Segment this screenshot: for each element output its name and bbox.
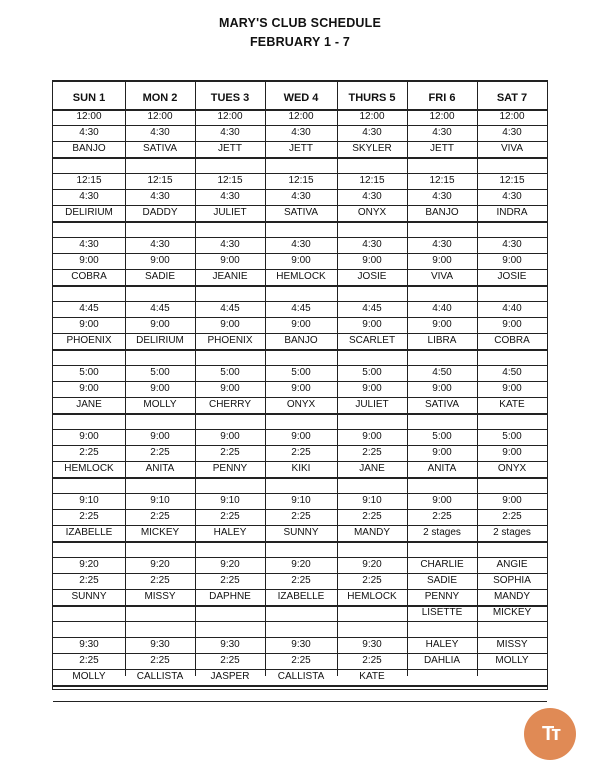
schedule-cell: 12:15 <box>499 175 525 186</box>
schedule-cell: 2 stages <box>423 527 461 538</box>
schedule-cell: 12:00 <box>499 111 525 122</box>
schedule-cell: VIVA <box>500 143 524 154</box>
schedule-cell: HALEY <box>213 527 247 538</box>
schedule-cell: 9:00 <box>79 383 99 394</box>
schedule-cell: 2:25 <box>502 511 522 522</box>
schedule-cell: JANE <box>76 399 102 410</box>
schedule-cell: 9:10 <box>362 495 382 506</box>
watermark-logo-icon: Tт <box>524 708 576 760</box>
schedule-cell: SOPHIA <box>493 575 531 586</box>
schedule-cell: 4:45 <box>150 303 170 314</box>
schedule-cell: ANGIE <box>496 559 528 570</box>
schedule-cell: 9:10 <box>150 495 170 506</box>
schedule-cell: 9:30 <box>150 639 170 650</box>
schedule-cell: 4:45 <box>79 303 99 314</box>
schedule-cell: DADDY <box>142 207 178 218</box>
schedule-cell: 9:00 <box>502 447 522 458</box>
schedule-cell: JULIET <box>355 399 389 410</box>
schedule-cell: 4:30 <box>291 191 311 202</box>
schedule-cell: 4:30 <box>150 127 170 138</box>
schedule-cell: 4:30 <box>79 239 99 250</box>
schedule-cell: SADIE <box>144 271 175 282</box>
schedule-cell: 9:00 <box>362 383 382 394</box>
schedule-cell: MANDY <box>493 591 531 602</box>
schedule-cell: ONYX <box>357 207 387 218</box>
schedule-cell: 2:25 <box>291 511 311 522</box>
schedule-cell: 9:00 <box>291 431 311 442</box>
schedule-cell: 4:30 <box>432 127 452 138</box>
schedule-cell: HEMLOCK <box>64 463 114 474</box>
schedule-cell: 4:30 <box>291 127 311 138</box>
schedule-cell: 4:30 <box>150 191 170 202</box>
schedule-cell: 2:25 <box>362 447 382 458</box>
schedule-cell: MISSY <box>144 591 176 602</box>
schedule-cell: SATIVA <box>424 399 460 410</box>
schedule-cell: 4:30 <box>432 191 452 202</box>
schedule-cell: 9:00 <box>502 319 522 330</box>
schedule-cell: 9:00 <box>220 383 240 394</box>
schedule-cell: VIVA <box>430 271 454 282</box>
grid-line <box>53 477 547 479</box>
schedule-cell: 2:25 <box>150 511 170 522</box>
grid-line <box>53 701 547 702</box>
schedule-cell: 5:00 <box>362 367 382 378</box>
schedule-cell: 2:25 <box>220 655 240 666</box>
schedule-cell: 12:00 <box>429 111 455 122</box>
schedule-cell: PHOENIX <box>66 335 112 346</box>
day-header: TUES 3 <box>210 92 250 104</box>
schedule-cell: KATE <box>499 399 525 410</box>
schedule-cell: 9:00 <box>291 319 311 330</box>
schedule-cell: 9:00 <box>220 319 240 330</box>
schedule-cell: MICKEY <box>492 607 532 618</box>
page-title: MARY'S CLUB SCHEDULE <box>218 16 382 30</box>
schedule-cell: CHARLIE <box>420 559 464 570</box>
schedule-cell: 4:45 <box>362 303 382 314</box>
schedule-cell: 9:00 <box>150 255 170 266</box>
schedule-cell: ONYX <box>286 399 316 410</box>
schedule-cell: 4:30 <box>150 239 170 250</box>
schedule-cell: MOLLY <box>495 655 529 666</box>
schedule-cell: 4:50 <box>502 367 522 378</box>
schedule-cell: 12:15 <box>147 175 173 186</box>
schedule-cell <box>53 605 125 621</box>
schedule-cell <box>337 605 407 621</box>
schedule-cell: MANDY <box>353 527 391 538</box>
schedule-cell: 4:30 <box>291 239 311 250</box>
schedule-cell: 4:30 <box>220 191 240 202</box>
grid-line <box>53 81 547 82</box>
schedule-cell: 9:00 <box>220 431 240 442</box>
schedule-cell <box>477 669 547 685</box>
schedule-cell: 2:25 <box>220 511 240 522</box>
schedule-cell: 9:30 <box>362 639 382 650</box>
schedule-cell: 12:00 <box>217 111 243 122</box>
schedule-table <box>52 80 548 690</box>
schedule-cell: 2 stages <box>493 527 531 538</box>
grid-line <box>53 285 547 287</box>
schedule-cell: BANJO <box>72 143 106 154</box>
schedule-cell: COBRA <box>71 271 107 282</box>
schedule-cell: 4:30 <box>502 127 522 138</box>
schedule-cell: BANJO <box>284 335 318 346</box>
schedule-cell: JASPER <box>210 671 250 682</box>
schedule-cell: 12:15 <box>429 175 455 186</box>
schedule-cell: JOSIE <box>357 271 387 282</box>
schedule-cell: 2:25 <box>220 447 240 458</box>
day-header: MON 2 <box>142 92 178 104</box>
schedule-cell: SATIVA <box>283 207 319 218</box>
schedule-cell: MISSY <box>496 639 528 650</box>
schedule-cell <box>125 605 195 621</box>
schedule-cell: INDRA <box>496 207 528 218</box>
schedule-cell: JETT <box>289 143 313 154</box>
schedule-cell: 2:25 <box>291 575 311 586</box>
schedule-cell: ANITA <box>145 463 175 474</box>
schedule-cell: 9:20 <box>79 559 99 570</box>
schedule-cell: 9:30 <box>220 639 240 650</box>
day-header: WED 4 <box>283 92 319 104</box>
schedule-cell: 2:25 <box>79 655 99 666</box>
schedule-cell: 9:00 <box>502 383 522 394</box>
schedule-cell: 12:00 <box>359 111 385 122</box>
schedule-cell: DAHLIA <box>423 655 461 666</box>
schedule-cell: 9:10 <box>220 495 240 506</box>
schedule-cell: PHOENIX <box>207 335 253 346</box>
schedule-cell: 4:30 <box>362 191 382 202</box>
schedule-cell: 9:00 <box>362 319 382 330</box>
schedule-cell: 12:15 <box>76 175 102 186</box>
schedule-cell: SKYLER <box>352 143 392 154</box>
schedule-cell <box>265 605 337 621</box>
schedule-cell: CALLISTA <box>136 671 184 682</box>
day-header: SAT 7 <box>496 92 528 104</box>
schedule-cell: JEANIE <box>212 271 248 282</box>
schedule-cell: ONYX <box>497 463 527 474</box>
schedule-cell: 4:30 <box>432 239 452 250</box>
schedule-cell: CALLISTA <box>277 671 325 682</box>
schedule-cell: MOLLY <box>143 399 177 410</box>
schedule-cell: 9:00 <box>220 255 240 266</box>
schedule-cell: 4:30 <box>362 239 382 250</box>
schedule-cell: 9:00 <box>79 431 99 442</box>
schedule-cell: 4:30 <box>502 191 522 202</box>
schedule-cell: 4:30 <box>79 127 99 138</box>
schedule-cell: 4:50 <box>432 367 452 378</box>
schedule-cell: COBRA <box>494 335 530 346</box>
schedule-cell: 2:25 <box>79 511 99 522</box>
schedule-cell: PENNY <box>212 463 248 474</box>
schedule-cell: 9:20 <box>362 559 382 570</box>
schedule-cell: 2:25 <box>291 447 311 458</box>
schedule-cell: 2:25 <box>220 575 240 586</box>
schedule-cell: 9:00 <box>432 383 452 394</box>
schedule-cell: LIBRA <box>427 335 457 346</box>
schedule-cell: IZABELLE <box>277 591 325 602</box>
schedule-cell: DELIRIUM <box>65 207 113 218</box>
schedule-cell: 4:30 <box>362 127 382 138</box>
schedule-cell: 4:45 <box>291 303 311 314</box>
schedule-cell: BANJO <box>425 207 459 218</box>
schedule-cell: 9:30 <box>79 639 99 650</box>
schedule-cell: HEMLOCK <box>347 591 397 602</box>
schedule-cell: 9:00 <box>150 383 170 394</box>
schedule-cell: 9:00 <box>79 319 99 330</box>
schedule-cell: 12:15 <box>359 175 385 186</box>
schedule-cell: 9:20 <box>150 559 170 570</box>
schedule-cell: 12:00 <box>288 111 314 122</box>
schedule-cell: HALEY <box>425 639 459 650</box>
schedule-cell: 4:30 <box>79 191 99 202</box>
schedule-cell: 9:20 <box>291 559 311 570</box>
schedule-cell: 2:25 <box>362 511 382 522</box>
schedule-cell: SADIE <box>426 575 457 586</box>
schedule-cell: MICKEY <box>140 527 180 538</box>
schedule-cell: 5:00 <box>79 367 99 378</box>
schedule-cell: CHERRY <box>208 399 252 410</box>
grid-line <box>53 349 547 351</box>
schedule-cell: 5:00 <box>432 431 452 442</box>
schedule-cell: 9:30 <box>291 639 311 650</box>
schedule-cell: 9:00 <box>362 255 382 266</box>
schedule-cell: SUNNY <box>283 527 319 538</box>
schedule-cell: JOSIE <box>497 271 527 282</box>
grid-line <box>53 221 547 223</box>
schedule-cell: 12:15 <box>217 175 243 186</box>
schedule-cell: DAPHNE <box>209 591 251 602</box>
day-header: FRI 6 <box>428 92 456 104</box>
schedule-cell: IZABELLE <box>65 527 113 538</box>
schedule-cell: 9:00 <box>432 255 452 266</box>
schedule-cell <box>407 669 477 685</box>
schedule-cell: 2:25 <box>432 511 452 522</box>
schedule-cell: KATE <box>359 671 385 682</box>
schedule-cell: 9:00 <box>502 495 522 506</box>
schedule-cell: 12:15 <box>288 175 314 186</box>
schedule-cell: ANITA <box>427 463 457 474</box>
grid-line <box>53 157 547 159</box>
schedule-cell: SUNNY <box>71 591 107 602</box>
grid-line <box>53 413 547 415</box>
schedule-cell: JANE <box>359 463 385 474</box>
schedule-cell: 4:30 <box>502 239 522 250</box>
schedule-cell: 2:25 <box>362 655 382 666</box>
grid-line <box>53 541 547 543</box>
schedule-cell: KIKI <box>291 463 311 474</box>
schedule-cell: 9:00 <box>502 255 522 266</box>
grid-line <box>53 685 547 687</box>
schedule-cell: 9:00 <box>291 383 311 394</box>
schedule-cell: 9:00 <box>362 431 382 442</box>
schedule-cell: 4:45 <box>220 303 240 314</box>
schedule-cell: DELIRIUM <box>136 335 184 346</box>
schedule-cell: 4:40 <box>432 303 452 314</box>
schedule-cell: 5:00 <box>291 367 311 378</box>
page-subtitle: FEBRUARY 1 - 7 <box>249 35 351 49</box>
schedule-cell: LISETTE <box>421 607 463 618</box>
schedule-cell: 2:25 <box>79 447 99 458</box>
schedule-cell: 4:30 <box>220 239 240 250</box>
schedule-cell: 2:25 <box>291 655 311 666</box>
schedule-cell: 2:25 <box>150 575 170 586</box>
schedule-cell: SCARLET <box>348 335 396 346</box>
schedule-cell: 4:40 <box>502 303 522 314</box>
schedule-cell: SATIVA <box>142 143 178 154</box>
schedule-cell: 12:00 <box>76 111 102 122</box>
schedule-cell: 9:00 <box>79 255 99 266</box>
schedule-cell: 2:25 <box>150 447 170 458</box>
schedule-cell: PENNY <box>424 591 460 602</box>
schedule-cell: 2:25 <box>150 655 170 666</box>
schedule-cell: 2:25 <box>79 575 99 586</box>
schedule-cell: 9:00 <box>432 495 452 506</box>
schedule-cell: 12:00 <box>147 111 173 122</box>
schedule-cell: 5:00 <box>220 367 240 378</box>
schedule-cell: JULIET <box>213 207 247 218</box>
schedule-cell: 5:00 <box>150 367 170 378</box>
schedule-cell: HEMLOCK <box>276 271 326 282</box>
schedule-cell: 9:00 <box>291 255 311 266</box>
schedule-cell: JETT <box>218 143 242 154</box>
schedule-cell: 9:00 <box>432 447 452 458</box>
schedule-cell: 9:00 <box>150 319 170 330</box>
grid-line <box>53 621 547 622</box>
day-header: SUN 1 <box>72 92 106 104</box>
schedule-cell: 9:20 <box>220 559 240 570</box>
schedule-cell: 5:00 <box>502 431 522 442</box>
schedule-cell: 4:30 <box>220 127 240 138</box>
schedule-cell: MOLLY <box>72 671 106 682</box>
schedule-cell: JETT <box>430 143 454 154</box>
schedule-cell: 2:25 <box>362 575 382 586</box>
schedule-cell: 9:10 <box>291 495 311 506</box>
schedule-cell: 9:00 <box>150 431 170 442</box>
day-header: THURS 5 <box>348 92 396 104</box>
schedule-cell: 9:10 <box>79 495 99 506</box>
schedule-cell: 9:00 <box>432 319 452 330</box>
schedule-cell <box>195 605 265 621</box>
